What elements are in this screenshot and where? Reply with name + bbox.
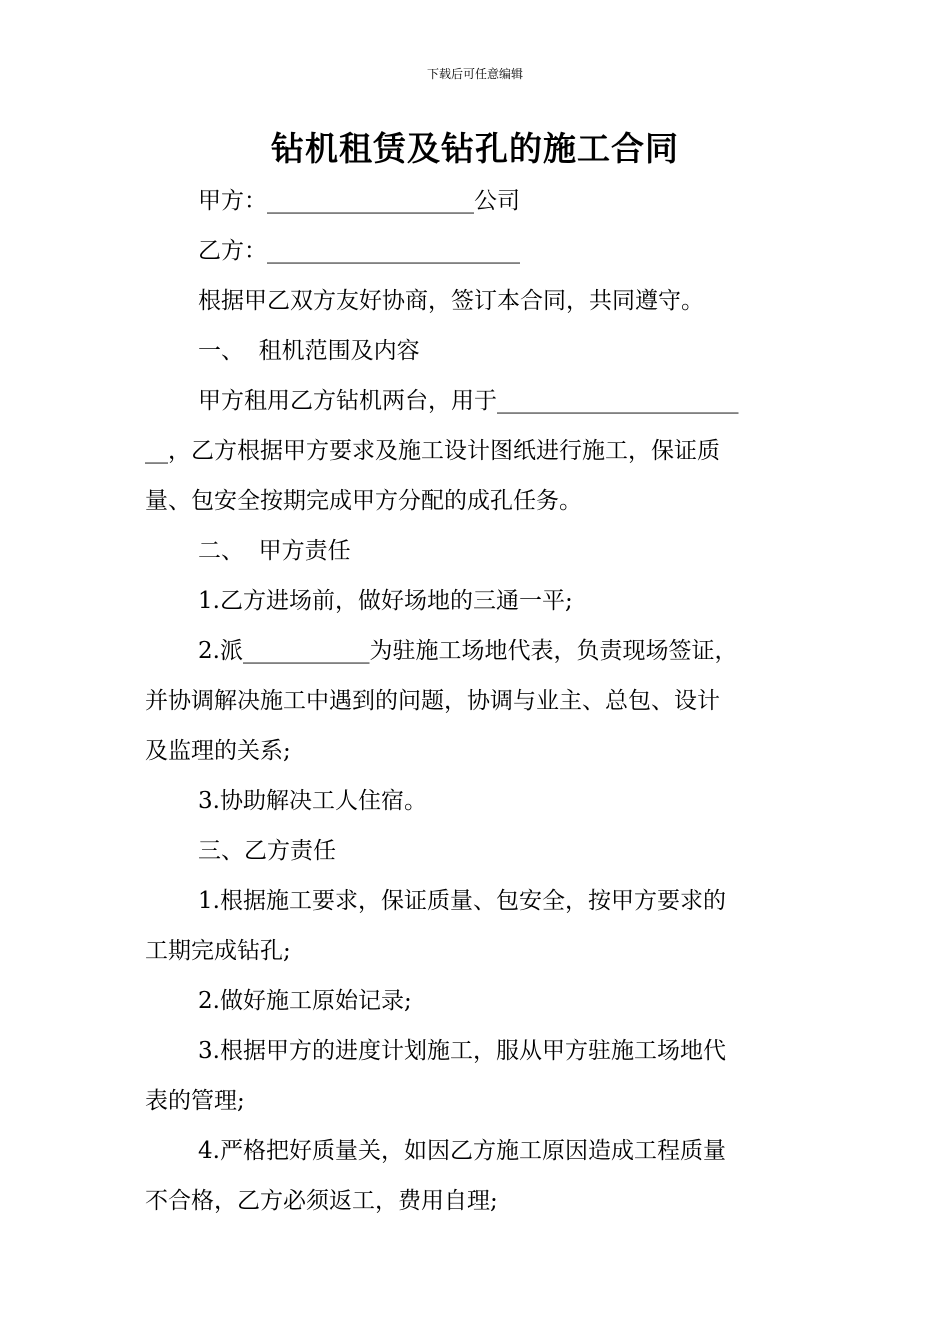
section-heading-3: 三、乙方责任 [198, 838, 336, 864]
preamble-line: 根据甲乙双方友好协商，签订本合同，共同遵守。 [198, 288, 704, 314]
party-b-line: 乙方：______________________ [198, 238, 520, 264]
body-line: __，乙方根据甲方要求及施工设计图纸进行施工，保证质 [145, 438, 720, 464]
contract-body [145, 176, 807, 1226]
body-line: 不合格，乙方必须返工，费用自理; [145, 1188, 498, 1214]
body-line: 甲方租用乙方钻机两台，用于_____________________ [198, 388, 739, 414]
body-line: 表的管理; [145, 1088, 245, 1114]
body-line: 1.根据施工要求，保证质量、包安全，按甲方要求的 [198, 888, 726, 914]
body-line: 及监理的关系; [145, 738, 291, 764]
body-line: 并协调解决施工中遇到的问题，协调与业主、总包、设计 [145, 688, 720, 714]
document-title: 钻机租赁及钻孔的施工合同 [271, 129, 679, 168]
header-note: 下载后可任意编辑 [426, 67, 523, 81]
body-line: 1.乙方进场前，做好场地的三通一平; [198, 588, 573, 614]
body-line: 4.严格把好质量关，如因乙方施工原因造成工程质量 [198, 1138, 726, 1164]
party-a-line: 甲方：__________________公司 [198, 188, 520, 214]
body-line: 工期完成钻孔; [145, 938, 291, 964]
section-heading-2: 二、 甲方责任 [198, 538, 351, 564]
body-line: 2.派___________为驻施工场地代表，负责现场签证， [198, 638, 738, 664]
body-line: 3.根据甲方的进度计划施工，服从甲方驻施工场地代 [198, 1038, 726, 1064]
body-line: 3.协助解决工人住宿。 [198, 788, 427, 814]
section-heading-1: 一、 租机范围及内容 [198, 338, 420, 364]
body-line: 量、包安全按期完成甲方分配的成孔任务。 [145, 488, 582, 514]
body-line: 2.做好施工原始记录; [198, 988, 412, 1014]
